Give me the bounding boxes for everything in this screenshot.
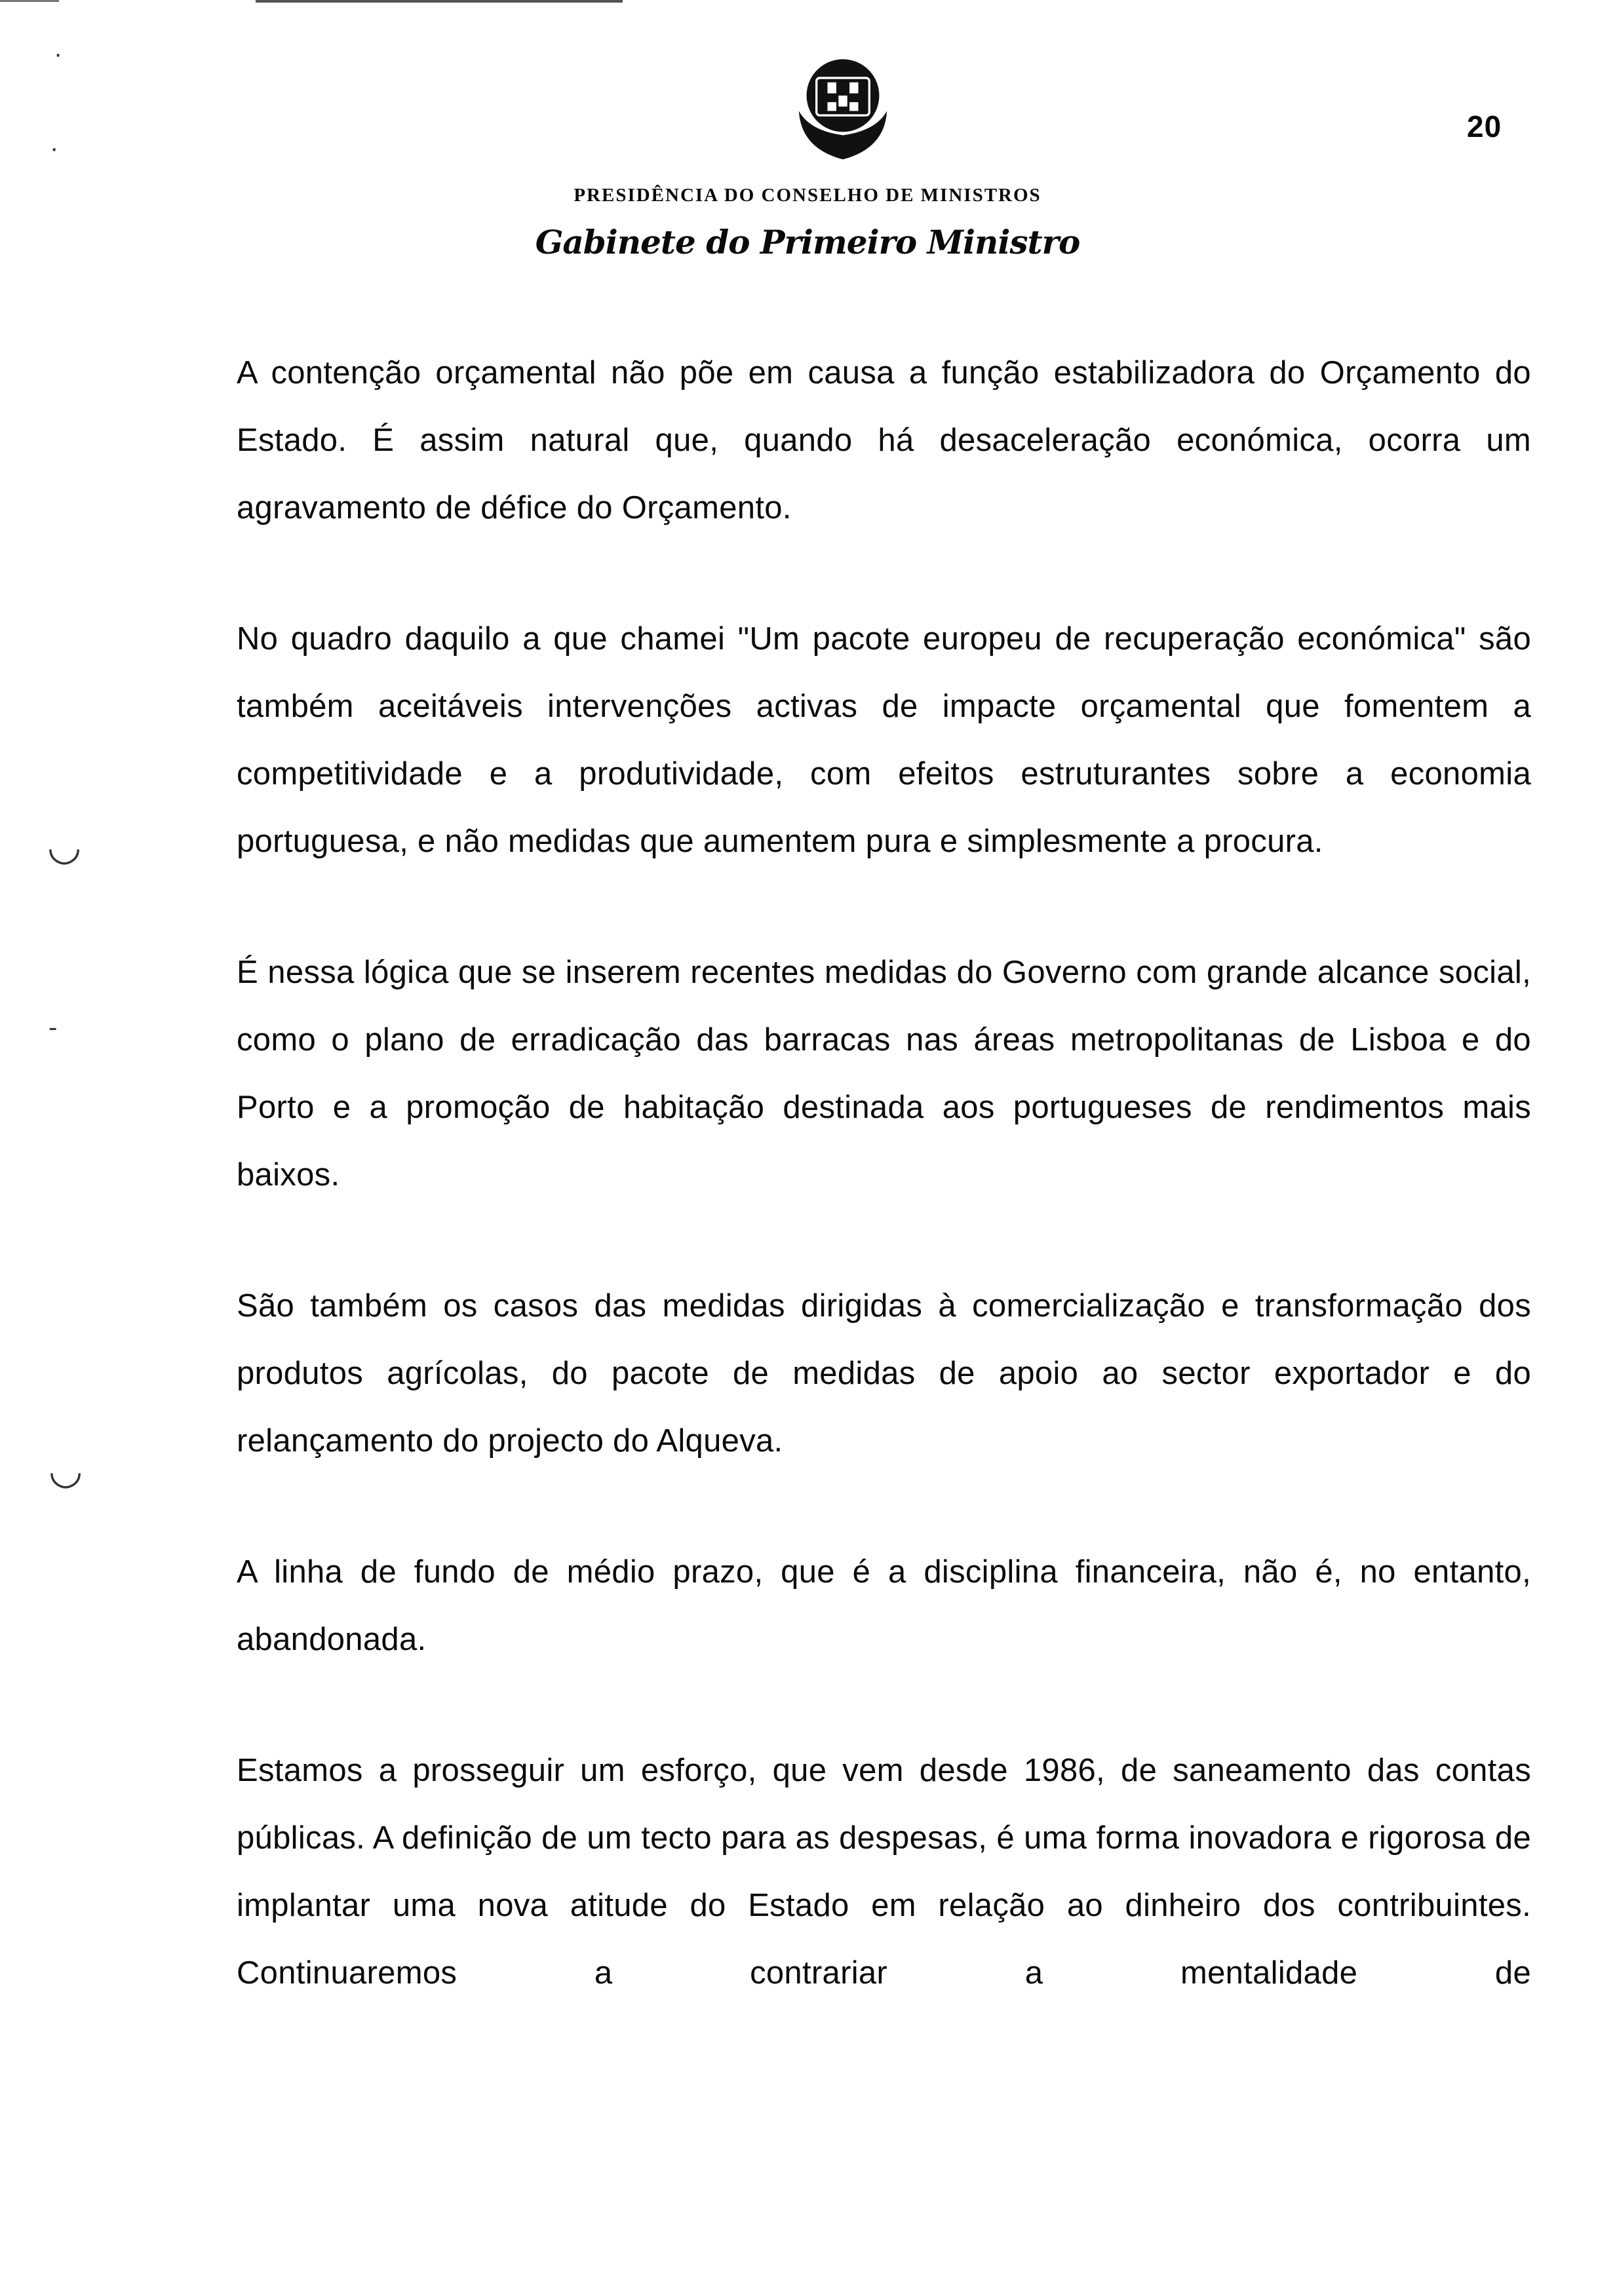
margin-dot: ·: [54, 39, 63, 68]
margin-dot: ·: [50, 134, 59, 163]
margin-check-mark: ◡: [49, 1448, 83, 1492]
body-paragraph: No quadro daquilo a que chamei "Um pacote europeu de recuperação económica" são também aceitáveis intervenções activas de impacte orçamental que fomentem a competitividade e a produtividade, com efeitos estruturantes sobre a economia portuguesa, e não medidas que aumentem pura e simplesmente a procura.: [237, 621, 1531, 859]
body-paragraph: A contenção orçamental não põe em causa a função estabilizadora do Orçamento do Estado. É assim natural que, quando há desaceleração económica, ocorra um agravamento de défice do Orçamento.: [237, 355, 1531, 526]
margin-check-mark: ◡: [47, 824, 82, 868]
page-number: 20: [1467, 109, 1502, 144]
margin-dot: -: [49, 1013, 58, 1042]
scan-edge-line: [0, 0, 59, 2]
body-paragraph: São também os casos das medidas dirigidas à comercialização e transformação dos produtos agrícolas, do pacote de medidas de apoio ao sector exportador e do relançamento do projecto do Alqueva.: [237, 1288, 1531, 1459]
institution-heading: PRESIDÊNCIA DO CONSELHO DE MINISTROS: [574, 185, 1041, 206]
cabinet-heading: Gabinete do Primeiro Ministro: [535, 223, 1080, 261]
scan-edge-line: [256, 0, 623, 3]
body-paragraph: É nessa lógica que se inserem recentes medidas do Governo com grande alcance social, como o plano de erradicação das barracas nas áreas metropolitanas de Lisboa e do Porto e a promoção de habitação destinada aos portugueses de rendimentos mais baixos.: [237, 955, 1531, 1193]
body-paragraph: Estamos a prosseguir um esforço, que vem desde 1986, de saneamento das contas públicas. A definição de um tecto para as despesas, é uma forma inovadora e rigorosa de implantar uma nova atitude do Estado em relação ao dinheiro dos contribuintes. Continuaremos a contrariar a mentalidade de: [237, 1753, 1531, 1991]
document-body: [237, 339, 1531, 2007]
body-paragraph: A linha de fundo de médio prazo, que é a disciplina financeira, não é, no entanto, abandonada.: [237, 1554, 1531, 1657]
coat-of-arms-emblem: [788, 54, 898, 164]
